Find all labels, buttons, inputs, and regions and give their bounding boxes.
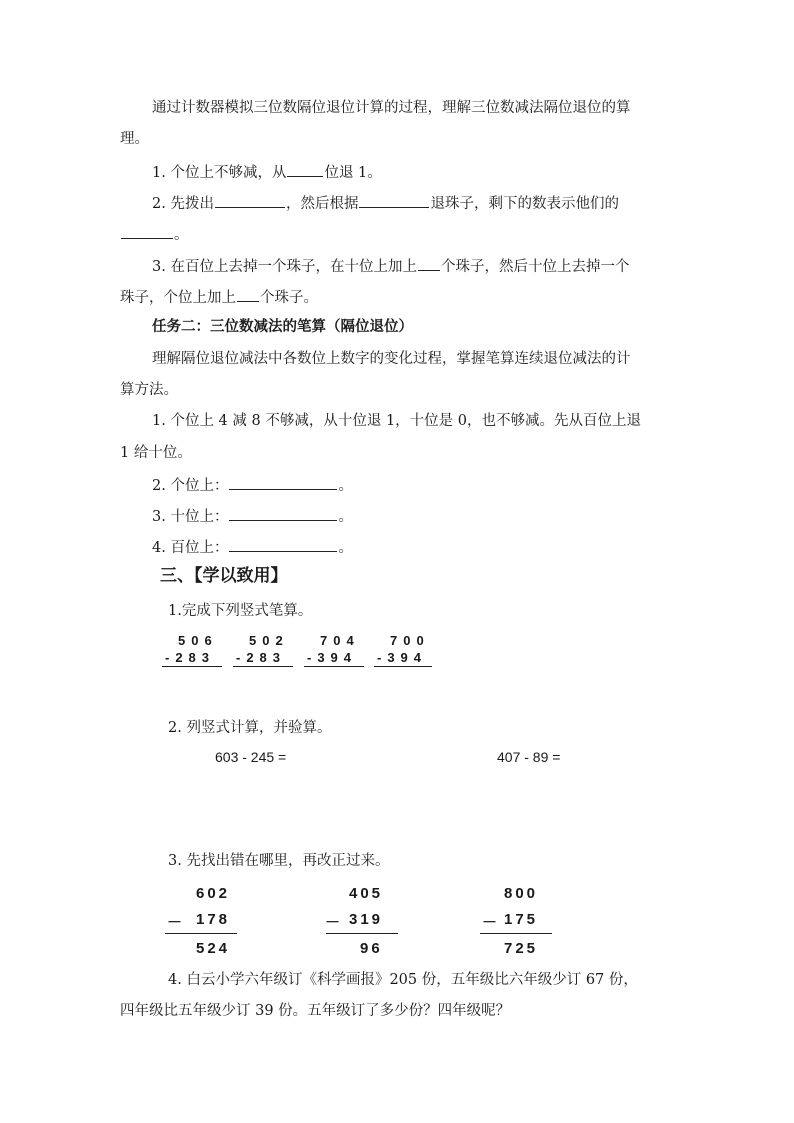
intro-line-1: 通过计数器模拟三位数隔位退位计算的过程，理解三位数减法隔位退位的算	[152, 100, 631, 116]
correction-3-top: 800	[504, 885, 539, 902]
end-mark: 。	[338, 540, 353, 556]
task2-item-1: 1. 个位上 4 减 8 不够减，从十位退 1，十位是 0，也不够减。先从百位上退	[152, 413, 641, 429]
correction-1-top: 602	[196, 885, 231, 902]
correction-3-line	[480, 933, 552, 934]
blank[interactable]	[229, 477, 337, 490]
task2-item-3	[152, 508, 353, 525]
task2-item-3-label: 3. 十位上：	[152, 509, 229, 525]
section3-q1: 1.完成下列竖式笔算。	[168, 603, 313, 619]
correction-3-op: －	[482, 914, 501, 931]
correction-1-result: 524	[196, 940, 231, 957]
task1-item-3-cont	[120, 289, 318, 306]
task1-item-3-text-b: 个珠子，然后十位上去掉一个	[440, 259, 630, 275]
task2-item-2-label: 2. 个位上：	[152, 478, 229, 494]
end-mark: 。	[338, 478, 353, 494]
section3-q4-line-2: 四年级比五年级少订 39 份。五年级订了多少份？四年级呢？	[120, 1003, 511, 1019]
task2-item-1-cont: 1 给十位。	[120, 445, 192, 461]
task1-item-2-text-d: 。	[174, 227, 189, 243]
blank[interactable]	[229, 508, 337, 521]
correction-3-bottom: 175	[504, 911, 539, 928]
vertical-3-bottom: -394	[307, 650, 358, 665]
task1-item-1-text-a: 1. 个位上不够减，从	[152, 165, 287, 181]
vertical-2-top: 502	[249, 633, 289, 648]
task1-item-1-text-b: 位退 1。	[324, 165, 382, 181]
correction-1-op: －	[167, 914, 186, 931]
task1-item-3-text-a: 3. 在百位上去掉一个珠子，在十位上加上	[152, 259, 417, 275]
vertical-1-line	[162, 666, 222, 667]
task1-item-3-text-c: 珠子，个位上加上	[120, 290, 236, 306]
blank[interactable]	[418, 258, 440, 271]
task2-item-2	[152, 477, 353, 494]
task1-item-2-text-a: 2. 先拨出	[152, 196, 214, 212]
correction-2-result: 96	[360, 940, 383, 957]
section3-q4-line-1: 4. 白云小学六年级订《科学画报》205 份，五年级比六年级少订 67 份，	[168, 972, 638, 988]
task1-item-3-text-d: 个珠子。	[260, 290, 318, 306]
task2-title: 任务二：三位数减法的笔算（隔位退位）	[152, 318, 413, 335]
task2-item-4-label: 4. 百位上：	[152, 540, 229, 556]
correction-1-bottom: 178	[196, 911, 231, 928]
section3-title: 三、【学以致用】	[160, 566, 288, 586]
task1-item-2-text-b: ，然后根据	[285, 196, 359, 212]
section3-q3: 3. 先找出错在哪里，再改正过来。	[168, 853, 390, 869]
task2-desc-1: 理解隔位退位减法中各数位上数字的变化过程，掌握笔算连续退位减法的计	[152, 351, 631, 367]
q2-expr-2: 407 - 89 =	[497, 749, 561, 765]
blank[interactable]	[215, 195, 285, 208]
task1-item-2-cont	[120, 226, 189, 243]
task1-item-1	[152, 164, 382, 181]
blank[interactable]	[287, 164, 323, 177]
correction-2-op: －	[325, 914, 344, 931]
correction-3-result: 725	[504, 940, 539, 957]
intro-line-2: 理。	[120, 131, 149, 147]
task2-desc-2: 算方法。	[120, 382, 178, 398]
blank[interactable]	[359, 195, 429, 208]
vertical-4-bottom: -394	[377, 650, 428, 665]
blank[interactable]	[229, 539, 337, 552]
task1-item-3	[152, 258, 629, 275]
vertical-4-top: 700	[390, 633, 430, 648]
vertical-3-line	[304, 666, 364, 667]
blank[interactable]	[237, 289, 259, 302]
task2-item-4	[152, 539, 353, 556]
q2-expr-1: 603 - 245 =	[215, 749, 287, 765]
task1-item-2	[152, 195, 619, 212]
vertical-1-bottom: -283	[165, 650, 216, 665]
vertical-1-top: 506	[178, 633, 218, 648]
end-mark: 。	[338, 509, 353, 525]
task1-item-2-text-c: 退珠子，剩下的数表示他们的	[430, 196, 619, 212]
vertical-2-bottom: -283	[236, 650, 287, 665]
correction-2-top: 405	[349, 885, 384, 902]
correction-2-bottom: 319	[349, 911, 384, 928]
vertical-4-line	[374, 666, 432, 667]
correction-1-line	[165, 933, 237, 934]
blank[interactable]	[121, 226, 173, 239]
vertical-3-top: 704	[320, 633, 360, 648]
vertical-2-line	[233, 666, 293, 667]
correction-2-line	[326, 933, 398, 934]
section3-q2: 2. 列竖式计算，并验算。	[168, 720, 332, 736]
